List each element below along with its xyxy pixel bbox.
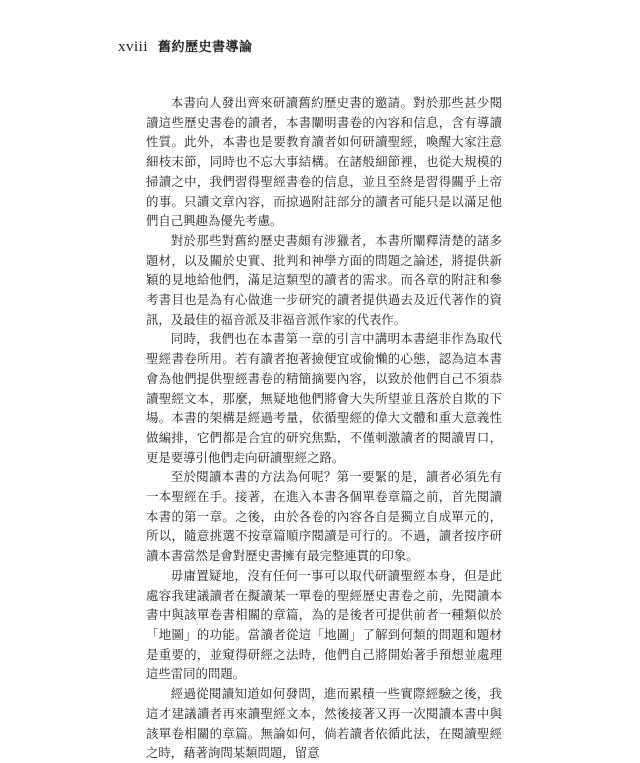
- paragraph: 毋庸置疑地，沒有任何一事可以取代研讀聖經本身，但是此處容我建議讀者在擬讀某一單卷的聖經歷史書卷之前，先閱讀本書中與該單卷書相關的章篇，為的是後者可提供前者一種類似於「地圖」的功能。當讀者從這「地圖」了解到何類的問題和題材是重要的，並窺得研經之法時，他們自己將開始著手預想並處理這些雷同的問題。: [146, 567, 502, 682]
- running-title: 舊約歷史書導論: [158, 40, 253, 55]
- paragraph: 至於閱讀本書的方法為何呢？第一要緊的是，讀者必須先有一本聖經在手。接著，在進入本書各個單卷章篇之前，首先閱讀本書的第一章。之後，由於各卷的內容各自是獨立自成單元的，所以，隨意挑選不按章篇順序閱讀是可行的。不過，讀者按序研讀本書當然是會對歷史書擁有最完整連貫的印象。: [146, 469, 502, 564]
- page-number: xviii: [118, 39, 149, 55]
- body-text: [146, 93, 502, 763]
- paragraph: 同時，我們也在本書第一章的引言中講明本書絕非作為取代聖經書卷所用。若有讀者抱著撿便宜或偷懶的心態，認為這本書會為他們提供聖經書卷的精簡摘要內容，以致於他們自己不須恭讀聖經文本，那麼，無疑地他們將會大失所望並且落於自欺的下場。本書的架構是經過考量，依循聖經的偉大文體和重大意義性做編排，它們都是合宜的研究焦點，不僅刺激讀者的閱讀胃口，更是要導引他們走向研讀聖經之路。: [146, 331, 502, 465]
- paragraph: 本書向人發出齊來研讀舊約歷史書的邀請。對於那些甚少閱讀這些歷史書卷的讀者，本書闡明書卷的內容和信息，含有導讀性質。此外，本書也是要教育讀者如何研讀聖經，喚醒大家注意細枝末節，同時也不忘大事結構。在諸般細節裡，也從大規模的掃讀之中，我們習得聖經書卷的信息，並且至終是習得關乎上帝的事。只讀文章內容，而掠過附註部分的讀者可能只是以滿足他們自己興趣為優先考慮。: [146, 95, 502, 229]
- paragraph: 經過從閱讀知道如何發問，進而累積一些實際經驗之後，我這才建議讀者再來讀聖經文本，然後接著又再一次閱讀本書中與該單卷相關的章篇。無論如何，倘若讀者依循此法，在閱讀聖經之時，藉著詢問某類問題，留意: [146, 686, 502, 761]
- page-header: [118, 36, 253, 56]
- paragraph: 對於那些對舊約歷史書頗有涉獵者，本書所闡釋清楚的諸多題材，以及關於史實、批判和神學方面的問題之論述，將提供新穎的見地給他們，滿足這類型的讀者的需求。而各章的附註和參考書目也是為有心做進一步研究的讀者提供過去及近代著作的資訊，及最佳的福音派及非福音派作家的代表作。: [146, 232, 502, 327]
